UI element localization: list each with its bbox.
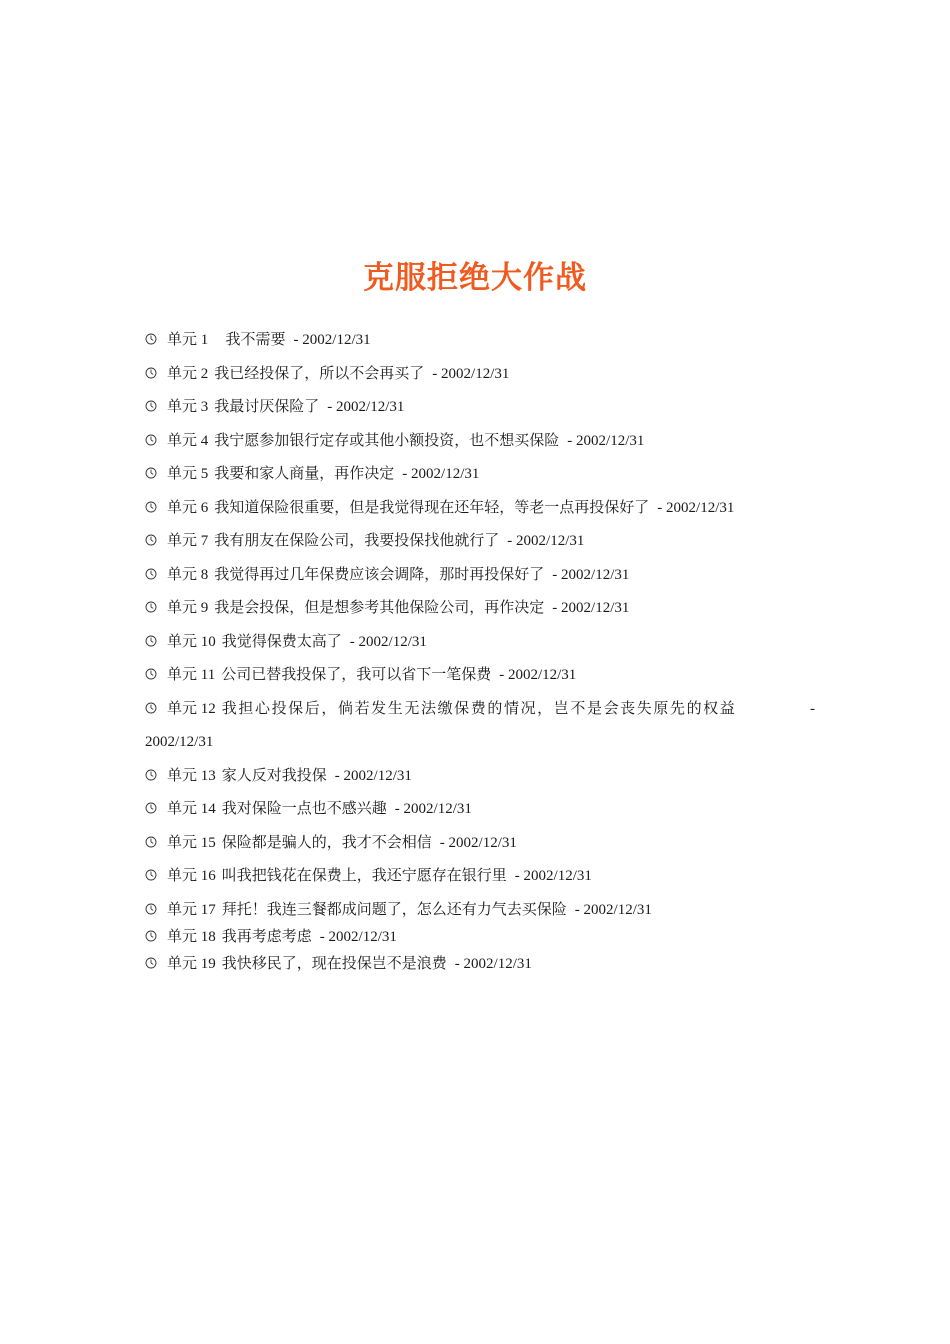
clock-icon [145,769,157,781]
unit-item[interactable] [145,927,815,948]
unit-date-dash: - [810,700,815,717]
unit-date: 2002/12/31 [145,734,214,750]
unit-date: - 2002/12/31 [432,365,510,382]
clock-icon [145,930,157,942]
clock-icon [145,501,157,513]
unit-label: 单元 4 [167,432,209,449]
unit-item[interactable] [145,458,815,492]
unit-date: - 2002/12/31 [454,956,532,972]
unit-text: 拜托！我连三餐都成问题了，怎么还有力气去买保险 [221,901,567,918]
unit-text: 保险都是骗人的，我才不会相信 [221,834,432,851]
unit-item[interactable] [145,525,815,559]
unit-label: 单元 5 [167,466,209,482]
clock-icon [145,400,157,412]
unit-list [145,324,815,982]
unit-text: 我是会投保，但是想参考其他保险公司，再作决定 [214,600,545,616]
unit-text: 我对保险一点也不感兴趣 [221,801,387,817]
unit-item[interactable] [145,793,815,827]
clock-icon [145,957,157,969]
clock-icon [145,534,157,546]
unit-text: 我再考虑考虑 [221,929,312,945]
unit-item[interactable] [145,860,815,894]
unit-date: - 2002/12/31 [514,868,592,884]
clock-icon [145,635,157,647]
unit-item[interactable] [145,592,815,626]
unit-item[interactable] [145,492,815,526]
unit-text: 我有朋友在保险公司，我要投保找他就行了 [214,533,500,549]
unit-date: - 2002/12/31 [394,801,472,817]
unit-label: 单元 16 [167,868,216,884]
unit-text: 我担心投保后，倘若发生无法缴保费的情况，岂不是会丧失原先的权益 [221,700,737,717]
clock-icon [145,601,157,613]
unit-date: - 2002/12/31 [402,466,480,482]
unit-date: - 2002/12/31 [567,432,645,449]
clock-icon [145,802,157,814]
clock-icon [145,568,157,580]
unit-date: - 2002/12/31 [293,332,371,348]
unit-text: 家人反对我投保 [221,767,327,784]
unit-label: 单元 13 [167,767,216,784]
unit-item[interactable] [145,693,815,760]
clock-icon [145,333,157,345]
unit-label: 单元 14 [167,801,216,817]
unit-label: 单元 17 [167,901,216,918]
unit-label: 单元 3 [167,399,209,415]
unit-text: 我觉得再过几年保费应该会调降，那时再投保好了 [214,566,545,583]
unit-item[interactable] [145,626,815,660]
clock-icon [145,702,157,714]
clock-icon [145,367,157,379]
unit-label: 单元 15 [167,834,216,851]
unit-date: - 2002/12/31 [334,767,412,784]
unit-date: - 2002/12/31 [657,499,735,516]
page-title: 克服拒绝大作战 [363,260,587,296]
unit-label: 单元 1 [167,332,209,348]
unit-text: 公司已替我投保了，我可以省下一笔保费 [221,667,492,683]
unit-date: - 2002/12/31 [439,834,517,851]
unit-date: - 2002/12/31 [349,633,427,650]
unit-label: 单元 7 [167,533,209,549]
unit-text: 我要和家人商量，再作决定 [214,466,395,482]
clock-icon [145,434,157,446]
unit-item[interactable] [145,391,815,425]
unit-item[interactable] [145,827,815,861]
unit-label: 单元 10 [167,633,216,650]
unit-label: 单元 2 [167,365,209,382]
clock-icon [145,668,157,680]
unit-item[interactable] [145,948,815,982]
unit-label: 单元 12 [167,700,216,717]
clock-icon [145,903,157,915]
unit-text: 我不需要 [214,332,286,348]
unit-text: 叫我把钱花在保费上，我还宁愿存在银行里 [221,868,507,884]
unit-text: 我觉得保费太高了 [221,633,342,650]
unit-text: 我快移民了，现在投保岂不是浪费 [221,956,447,972]
unit-item[interactable] [145,659,815,693]
unit-text: 我最讨厌保险了 [214,399,320,415]
unit-item[interactable] [145,760,815,794]
unit-item[interactable] [145,425,815,459]
unit-item[interactable] [145,894,815,928]
unit-date: - 2002/12/31 [319,929,397,945]
unit-label: 单元 8 [167,566,209,583]
clock-icon [145,467,157,479]
unit-label: 单元 9 [167,600,209,616]
unit-date: - 2002/12/31 [499,667,577,683]
unit-date: - 2002/12/31 [507,533,585,549]
unit-date: - 2002/12/31 [574,901,652,918]
unit-date: - 2002/12/31 [552,566,630,583]
unit-label: 单元 6 [167,499,209,516]
unit-date: - 2002/12/31 [552,600,630,616]
unit-item[interactable] [145,559,815,593]
clock-icon [145,869,157,881]
unit-text: 我知道保险很重要，但是我觉得现在还年轻，等老一点再投保好了 [214,499,650,516]
unit-label: 单元 18 [167,929,216,945]
unit-text: 我已经投保了，所以不会再买了 [214,365,425,382]
unit-label: 单元 19 [167,956,216,972]
unit-date: - 2002/12/31 [327,399,405,415]
unit-item[interactable] [145,358,815,392]
clock-icon [145,836,157,848]
unit-label: 单元 11 [167,667,216,683]
unit-item[interactable] [145,324,815,358]
unit-text: 我宁愿参加银行定存或其他小额投资，也不想买保险 [214,432,560,449]
